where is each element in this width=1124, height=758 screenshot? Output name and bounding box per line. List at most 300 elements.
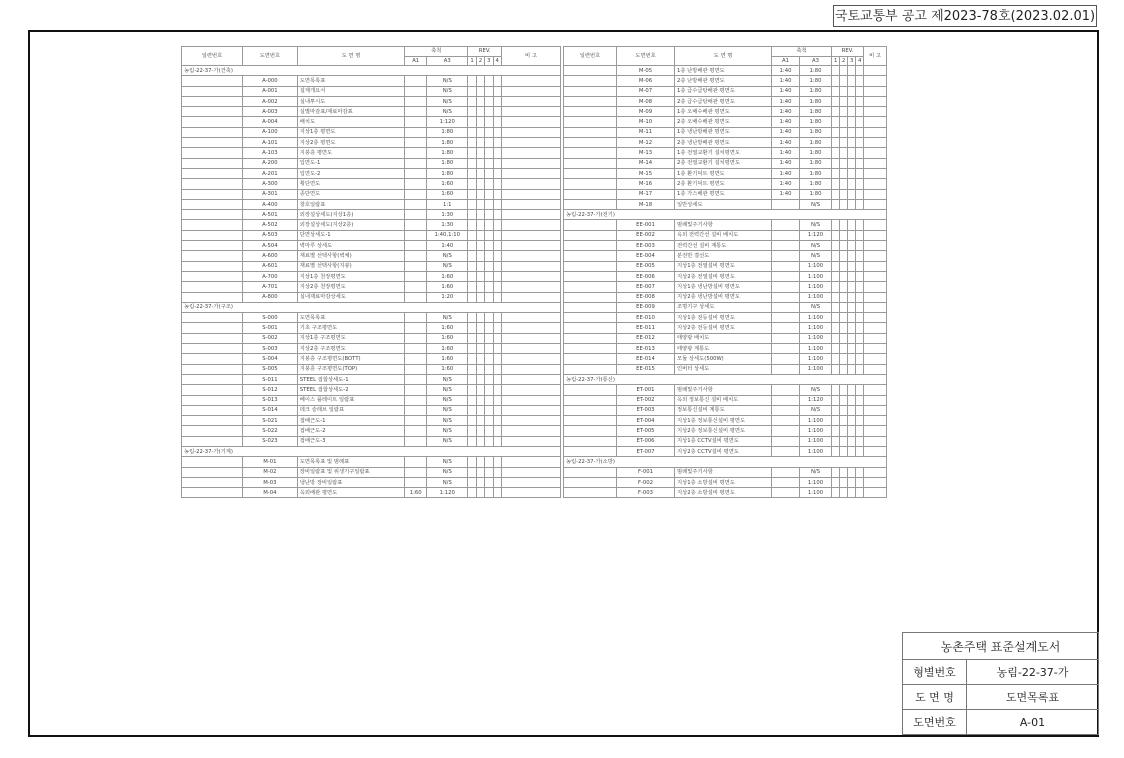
drawing-name-cell: 장비일람표 및 위생기구일람표 <box>297 467 404 477</box>
table-row <box>564 199 887 209</box>
drawing-no-cell: EE-012 <box>617 333 675 343</box>
scale-a1-cell <box>405 210 427 220</box>
scale-a1-cell <box>772 302 800 312</box>
rev-2-cell <box>476 488 484 498</box>
rev-2-cell <box>840 323 848 333</box>
rev-2-cell <box>476 374 484 384</box>
scale-a1-cell <box>405 168 427 178</box>
drawing-no-cell: ET-002 <box>617 395 675 405</box>
table-row <box>564 446 887 456</box>
scale-a3-cell: 1:60 <box>427 282 468 292</box>
serial-cell <box>182 364 243 374</box>
rev-1-cell <box>832 96 840 106</box>
scale-a1-cell: 1:40 <box>772 96 800 106</box>
drawing-no-cell: A-600 <box>243 251 298 261</box>
rev-3-cell <box>485 86 493 96</box>
table-row <box>564 148 887 158</box>
remark-cell <box>501 230 560 240</box>
remark-cell <box>864 138 887 148</box>
header-remark: 비 고 <box>864 47 887 66</box>
scale-a3-cell: N/S <box>427 457 468 467</box>
drawing-no-cell: A-103 <box>243 148 298 158</box>
rev-4-cell <box>856 117 864 127</box>
header-serial: 일련번호 <box>564 47 617 66</box>
scale-a1-cell <box>405 148 427 158</box>
serial-cell <box>564 179 617 189</box>
rev-4-cell <box>856 313 864 323</box>
rev-3-cell <box>848 199 856 209</box>
scale-a3-cell: 1:100 <box>800 261 832 271</box>
drawing-no-cell: A-800 <box>243 292 298 302</box>
remark-cell <box>864 127 887 137</box>
drawing-list-right <box>563 46 887 498</box>
rev-3-cell <box>848 405 856 415</box>
rev-3-cell <box>485 354 493 364</box>
rev-4-cell <box>856 354 864 364</box>
serial-cell <box>564 488 617 498</box>
rev-4-cell <box>493 374 501 384</box>
remark-cell <box>501 385 560 395</box>
table-row <box>564 395 887 405</box>
drawing-no-cell: M-14 <box>617 158 675 168</box>
serial-cell <box>182 488 243 498</box>
table-row <box>564 230 887 240</box>
rev-3-cell <box>485 395 493 405</box>
drawing-name-cell: 도면목록표 및 범례표 <box>297 457 404 467</box>
rev-4-cell <box>493 107 501 117</box>
rev-1-cell <box>468 241 476 251</box>
rev-1-cell <box>832 168 840 178</box>
rev-1-cell <box>468 220 476 230</box>
remark-cell <box>501 354 560 364</box>
scale-a3-cell: N/S <box>427 261 468 271</box>
section-label: 농림-22-37-가(소방) <box>564 457 887 467</box>
rev-1-cell <box>468 127 476 137</box>
rev-4-cell <box>856 96 864 106</box>
rev-4-cell <box>493 251 501 261</box>
drawing-name-cell: STEEL 접합상세도-2 <box>297 385 404 395</box>
rev-2-cell <box>840 385 848 395</box>
remark-cell <box>864 488 887 498</box>
header-rev: REV. <box>468 47 502 57</box>
rev-2-cell <box>476 354 484 364</box>
table-row <box>564 405 887 415</box>
serial-cell <box>182 251 243 261</box>
serial-cell <box>182 199 243 209</box>
rev-1-cell <box>832 251 840 261</box>
drawing-no-cell: A-100 <box>243 127 298 137</box>
drawing-name-cell: 배치도 <box>297 117 404 127</box>
title-block <box>902 632 1099 735</box>
scale-a1-cell <box>405 230 427 240</box>
drawing-no-cell: S-001 <box>243 323 298 333</box>
rev-1-cell <box>832 292 840 302</box>
scale-a1-cell <box>772 313 800 323</box>
rev-4-cell <box>493 96 501 106</box>
rev-2-cell <box>840 364 848 374</box>
remark-cell <box>864 148 887 158</box>
drawing-no-cell: S-000 <box>243 313 298 323</box>
rev-3-cell <box>848 230 856 240</box>
scale-a3-cell: 1:100 <box>800 426 832 436</box>
scale-a1-cell: 1:40 <box>772 158 800 168</box>
rev-2-cell <box>840 354 848 364</box>
drawing-name-cell: 인버터 상세도 <box>675 364 772 374</box>
rev-3-cell <box>848 477 856 487</box>
scale-a3-cell: N/S <box>427 107 468 117</box>
drawing-name-cell: 1층 오배수배관 평면도 <box>675 107 772 117</box>
rev-3-cell <box>485 467 493 477</box>
drawing-no-cell: M-03 <box>243 477 298 487</box>
drawing-no-cell: M-17 <box>617 189 675 199</box>
drawing-name-cell: 1층 급수급탕배관 평면도 <box>675 86 772 96</box>
scale-a3-cell: 1:60 <box>427 344 468 354</box>
rev-2-cell <box>476 436 484 446</box>
scale-a1-cell <box>772 405 800 415</box>
rev-3-cell <box>485 251 493 261</box>
serial-cell <box>564 405 617 415</box>
table-row <box>564 426 887 436</box>
header-a3: A3 <box>427 56 468 66</box>
scale-a3-cell: N/S <box>427 395 468 405</box>
scale-a3-cell: N/S <box>427 313 468 323</box>
rev-2-cell <box>476 405 484 415</box>
rev-3-cell <box>848 271 856 281</box>
serial-cell <box>564 323 617 333</box>
drawing-name-cell: 기초 구조평면도 <box>297 323 404 333</box>
scale-a1-cell <box>405 251 427 261</box>
rev-3-cell <box>485 127 493 137</box>
drawing-no-cell: A-504 <box>243 241 298 251</box>
drawing-no-cell: S-023 <box>243 436 298 446</box>
rev-1-cell <box>832 385 840 395</box>
rev-4-cell <box>856 251 864 261</box>
drawing-no-cell: A-502 <box>243 220 298 230</box>
rev-4-cell <box>856 323 864 333</box>
drawing-name-cell: 지붕층 구조평면도(TOP) <box>297 364 404 374</box>
serial-cell <box>182 374 243 384</box>
rev-4-cell <box>493 127 501 137</box>
rev-2-cell <box>476 168 484 178</box>
rev-2-cell <box>476 344 484 354</box>
table-row <box>182 374 561 384</box>
header-rev-4: 4 <box>856 56 864 66</box>
drawing-no-cell: M-02 <box>243 467 298 477</box>
rev-3-cell <box>485 220 493 230</box>
header-rev: REV. <box>832 47 864 57</box>
table-row <box>564 179 887 189</box>
remark-cell <box>501 220 560 230</box>
header-rev-2: 2 <box>476 56 484 66</box>
section-row <box>564 210 887 220</box>
table-row <box>182 416 561 426</box>
remark-cell <box>501 477 560 487</box>
scale-a3-cell: 1:100 <box>800 446 832 456</box>
drawing-no-cell: M-09 <box>617 107 675 117</box>
drawing-name-cell: 옥외배관 평면도 <box>297 488 404 498</box>
rev-1-cell <box>832 261 840 271</box>
remark-cell <box>501 313 560 323</box>
remark-cell <box>864 436 887 446</box>
serial-cell <box>564 426 617 436</box>
scale-a3-cell: N/S <box>800 241 832 251</box>
serial-cell <box>182 467 243 477</box>
rev-4-cell <box>856 138 864 148</box>
rev-4-cell <box>856 364 864 374</box>
rev-1-cell <box>832 395 840 405</box>
rev-2-cell <box>476 477 484 487</box>
header-rev-1: 1 <box>468 56 476 66</box>
rev-2-cell <box>840 179 848 189</box>
serial-cell <box>564 364 617 374</box>
rev-4-cell <box>493 457 501 467</box>
remark-cell <box>864 395 887 405</box>
table-row <box>182 220 561 230</box>
serial-cell <box>182 86 243 96</box>
rev-2-cell <box>840 261 848 271</box>
title-block-title: 농촌주택 표준설계도서 <box>903 633 1099 660</box>
rev-1-cell <box>468 333 476 343</box>
remark-cell <box>501 282 560 292</box>
rev-3-cell <box>485 282 493 292</box>
remark-cell <box>864 405 887 415</box>
rev-1-cell <box>468 210 476 220</box>
serial-cell <box>564 416 617 426</box>
rev-1-cell <box>468 86 476 96</box>
drawing-name-cell: 2층 난방배관 평면도 <box>675 76 772 86</box>
scale-a3-cell: 1:80 <box>800 66 832 76</box>
drawing-name-cell: 접배근도-1 <box>297 416 404 426</box>
table-row <box>182 385 561 395</box>
header-a3: A3 <box>800 56 832 66</box>
rev-2-cell <box>840 86 848 96</box>
rev-4-cell <box>856 292 864 302</box>
rev-2-cell <box>476 313 484 323</box>
scale-a1-cell <box>772 230 800 240</box>
rev-1-cell <box>832 179 840 189</box>
rev-3-cell <box>485 138 493 148</box>
header-rev-3: 3 <box>485 56 493 66</box>
rev-2-cell <box>840 477 848 487</box>
table-row <box>564 333 887 343</box>
rev-2-cell <box>476 230 484 240</box>
serial-cell <box>564 168 617 178</box>
rev-4-cell <box>856 302 864 312</box>
drawing-no-cell: EE-014 <box>617 354 675 364</box>
rev-4-cell <box>493 199 501 209</box>
scale-a3-cell: 1:100 <box>800 271 832 281</box>
scale-a1-cell <box>772 426 800 436</box>
rev-3-cell <box>848 148 856 158</box>
rev-2-cell <box>840 189 848 199</box>
rev-4-cell <box>856 416 864 426</box>
drawing-name-cell: 2층 냉난방배관 평면도 <box>675 138 772 148</box>
scale-a1-cell: 1:40 <box>772 66 800 76</box>
rev-4-cell <box>856 76 864 86</box>
drawing-name-cell: 태양광 배치도 <box>675 333 772 343</box>
scale-a3-cell: 1:100 <box>800 436 832 446</box>
scale-a1-cell <box>772 282 800 292</box>
header-a1: A1 <box>405 56 427 66</box>
rev-1-cell <box>468 344 476 354</box>
drawing-no-cell: EE-015 <box>617 364 675 374</box>
serial-cell <box>564 86 617 96</box>
drawing-name-cell: 단면상세도-1 <box>297 230 404 240</box>
serial-cell <box>564 189 617 199</box>
scale-a1-cell <box>405 138 427 148</box>
drawing-no-cell: M-12 <box>617 138 675 148</box>
rev-4-cell <box>856 395 864 405</box>
drawing-no-cell: ET-003 <box>617 405 675 415</box>
rev-2-cell <box>476 199 484 209</box>
rev-3-cell <box>485 96 493 106</box>
scale-a3-cell: 1:60 <box>427 323 468 333</box>
scale-a1-cell <box>772 241 800 251</box>
serial-cell <box>182 416 243 426</box>
scale-a1-cell: 1:40 <box>772 117 800 127</box>
drawing-name-cell: 범례및주기사항 <box>675 385 772 395</box>
scale-a3-cell: N/S <box>800 385 832 395</box>
rev-2-cell <box>476 210 484 220</box>
scale-a1-cell <box>405 189 427 199</box>
drawing-no-cell: A-000 <box>243 76 298 86</box>
table-row <box>182 210 561 220</box>
drawing-name-cell: 데크 슬래브 일람표 <box>297 405 404 415</box>
scale-a1-cell <box>772 333 800 343</box>
drawing-name-cell: 1층 전열교환기 설치평면도 <box>675 148 772 158</box>
scale-a3-cell: 1:80 <box>800 179 832 189</box>
rev-2-cell <box>476 189 484 199</box>
rev-1-cell <box>468 395 476 405</box>
table-row <box>182 158 561 168</box>
scale-a3-cell: 1:100 <box>800 354 832 364</box>
rev-4-cell <box>493 405 501 415</box>
rev-4-cell <box>856 426 864 436</box>
table-row <box>564 96 887 106</box>
rev-1-cell <box>832 107 840 117</box>
remark-cell <box>501 457 560 467</box>
scale-a3-cell: 1:80 <box>800 138 832 148</box>
remark-cell <box>864 261 887 271</box>
rev-2-cell <box>840 426 848 436</box>
drawing-no-cell: A-701 <box>243 282 298 292</box>
section-row <box>564 374 887 384</box>
rev-2-cell <box>840 158 848 168</box>
serial-cell <box>182 271 243 281</box>
rev-4-cell <box>856 405 864 415</box>
drawing-name-cell: 지상1층 정보통신설비 평면도 <box>675 416 772 426</box>
table-row <box>182 148 561 158</box>
serial-cell <box>564 313 617 323</box>
rev-2-cell <box>840 76 848 86</box>
drawing-no-cell: A-004 <box>243 117 298 127</box>
rev-3-cell <box>848 138 856 148</box>
rev-1-cell <box>468 261 476 271</box>
scale-a1-cell <box>405 395 427 405</box>
rev-1-cell <box>468 148 476 158</box>
rev-1-cell <box>832 344 840 354</box>
table-row <box>564 251 887 261</box>
rev-4-cell <box>856 127 864 137</box>
rev-1-cell <box>468 488 476 498</box>
drawing-name-cell: 일반상세도 <box>675 199 772 209</box>
rev-1-cell <box>832 66 840 76</box>
remark-cell <box>501 241 560 251</box>
drawing-name-cell: 접배근도-2 <box>297 426 404 436</box>
rev-4-cell <box>493 323 501 333</box>
rev-4-cell <box>493 76 501 86</box>
rev-1-cell <box>468 251 476 261</box>
rev-3-cell <box>485 488 493 498</box>
drawing-no-cell: M-01 <box>243 457 298 467</box>
remark-cell <box>501 271 560 281</box>
rev-1-cell <box>468 117 476 127</box>
scale-a1-cell <box>405 179 427 189</box>
table-row <box>564 241 887 251</box>
remark-cell <box>864 96 887 106</box>
scale-a3-cell: 1:60 <box>427 364 468 374</box>
rev-2-cell <box>476 220 484 230</box>
drawing-no-cell: ET-007 <box>617 446 675 456</box>
rev-2-cell <box>840 446 848 456</box>
rev-1-cell <box>468 138 476 148</box>
rev-2-cell <box>476 158 484 168</box>
rev-4-cell <box>493 86 501 96</box>
rev-2-cell <box>476 241 484 251</box>
scale-a3-cell: 1:100 <box>800 282 832 292</box>
drawing-no-cell: EE-010 <box>617 313 675 323</box>
scale-a1-cell <box>772 344 800 354</box>
rev-3-cell <box>485 107 493 117</box>
rev-4-cell <box>493 168 501 178</box>
drawing-name-cell: 냉난방 장비일람표 <box>297 477 404 487</box>
table-row <box>564 271 887 281</box>
drawing-name-cell: 옥외 전력간선 설비 배치도 <box>675 230 772 240</box>
rev-1-cell <box>832 467 840 477</box>
rev-1-cell <box>468 374 476 384</box>
table-row <box>564 467 887 477</box>
drawing-name-label: 도 면 명 <box>903 685 967 710</box>
scale-a3-cell: 1:30 <box>427 210 468 220</box>
remark-cell <box>501 189 560 199</box>
scale-a3-cell: 1:30 <box>427 220 468 230</box>
drawing-name-cell: 도면목록표 <box>297 313 404 323</box>
scale-a1-cell <box>772 395 800 405</box>
rev-1-cell <box>468 354 476 364</box>
rev-3-cell <box>848 446 856 456</box>
scale-a1-cell: 1:40 <box>772 138 800 148</box>
section-row <box>182 302 561 312</box>
rev-2-cell <box>840 251 848 261</box>
drawing-no-cell: M-07 <box>617 86 675 96</box>
scale-a3-cell: N/S <box>800 467 832 477</box>
drawing-no-cell: S-005 <box>243 364 298 374</box>
rev-2-cell <box>840 302 848 312</box>
rev-2-cell <box>476 385 484 395</box>
remark-cell <box>864 76 887 86</box>
serial-cell <box>564 127 617 137</box>
remark-cell <box>501 426 560 436</box>
table-row <box>564 138 887 148</box>
rev-2-cell <box>476 426 484 436</box>
table-row <box>182 127 561 137</box>
scale-a1-cell: 1:40 <box>772 189 800 199</box>
drawing-name-cell: 범례및주기사항 <box>675 220 772 230</box>
rev-4-cell <box>493 138 501 148</box>
rev-3-cell <box>848 364 856 374</box>
scale-a3-cell: 1:80 <box>800 127 832 137</box>
scale-a3-cell: 1:100 <box>800 344 832 354</box>
